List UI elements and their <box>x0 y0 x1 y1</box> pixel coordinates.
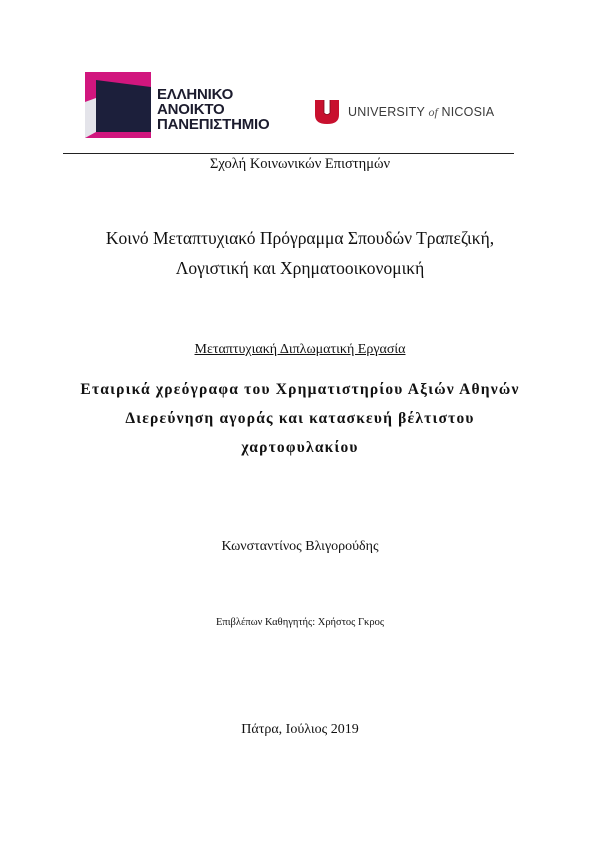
unic-logo <box>314 99 514 125</box>
supervisor: Επιβλέπων Καθηγητής: Χρήστος Γκρος <box>216 617 384 628</box>
eap-logo <box>85 72 275 138</box>
eap-logo-text <box>157 87 269 132</box>
unic-logo-mark-icon <box>314 99 340 125</box>
unic-logo-of: of <box>428 105 438 119</box>
unic-logo-text <box>348 105 494 119</box>
thesis-title-line-2: Διερεύνηση αγοράς και κατασκευή βέλτιστου <box>125 410 475 427</box>
eap-logo-line-1: ΕΛΛΗΝΙΚΟ <box>157 86 234 103</box>
thesis-type <box>0 341 600 359</box>
eap-logo-line-2: ΑΝΟΙΚΤΟ <box>157 101 225 118</box>
program-title <box>0 223 600 283</box>
school-name: Σχολή Κοινωνικών Επιστημών <box>209 156 391 172</box>
program-title-line-2: Λογιστική και Χρηματοοικονομική <box>175 258 425 278</box>
unic-logo-nicosia: NICOSIA <box>441 105 495 119</box>
thesis-type-label: Μεταπτυχιακή Διπλωματική Εργασία <box>194 342 406 357</box>
program-title-line-1: Κοινό Μεταπτυχιακό Πρόγραμμα Σπουδών Τραπεζική, <box>105 228 495 248</box>
eap-logo-mark-icon <box>85 72 151 138</box>
thesis-title-line-3: χαρτοφυλακίου <box>241 439 359 456</box>
thesis-title-line-1: Εταιρικά χρεόγραφα του Χρηματιστηρίου Αξιών Αθηνών <box>80 381 520 398</box>
header-divider <box>63 153 514 154</box>
thesis-title <box>0 375 600 462</box>
author-name: Κωνσταντίνος Βλιγορούδης <box>221 539 379 554</box>
eap-logo-line-3: ΠΑΝΕΠΙΣΤΗΜΙΟ <box>157 116 270 133</box>
unic-logo-university: UNIVERSITY <box>348 105 425 119</box>
place-date: Πάτρα, Ιούλιος 2019 <box>241 722 359 737</box>
